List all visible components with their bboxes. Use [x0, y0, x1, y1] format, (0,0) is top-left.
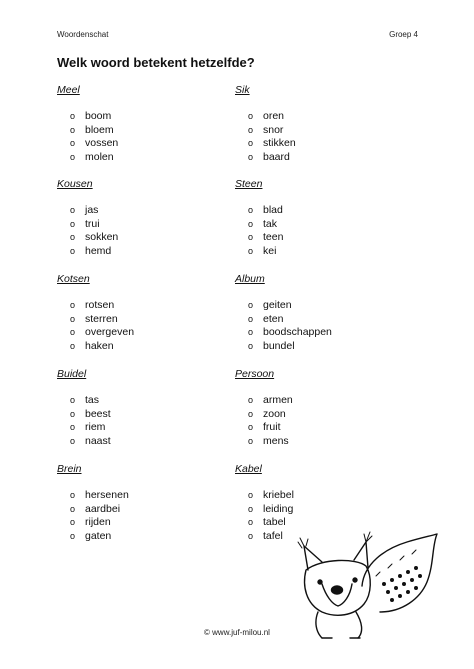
option-label: baard: [263, 151, 290, 164]
option-label: aardbei: [85, 502, 121, 515]
header-subject: Woordenschat: [57, 30, 109, 39]
circle-bullet-icon: o: [70, 436, 76, 447]
question-block-kotsen: [57, 273, 227, 354]
circle-bullet-icon: o: [248, 232, 254, 243]
answer-option[interactable]: [57, 137, 227, 151]
circle-bullet-icon: o: [70, 408, 76, 419]
circle-bullet-icon: o: [70, 313, 76, 324]
option-label: boodschappen: [263, 326, 332, 339]
option-label: tas: [85, 394, 100, 406]
answer-option[interactable]: [235, 394, 405, 408]
option-label: geiten: [263, 299, 292, 311]
circle-bullet-icon: o: [248, 490, 254, 500]
answer-option[interactable]: [235, 151, 405, 165]
answer-option[interactable]: [57, 408, 227, 422]
question-block-brein: [57, 463, 227, 544]
question-word: Meel: [57, 84, 80, 96]
answer-option[interactable]: [235, 421, 405, 435]
option-label: oren: [263, 110, 285, 122]
answer-option[interactable]: [235, 218, 405, 232]
option-label: riem: [85, 421, 106, 434]
answer-option[interactable]: [57, 530, 227, 544]
circle-bullet-icon: o: [70, 490, 76, 500]
footer-copyright: © www.juf-milou.nl: [204, 628, 270, 637]
option-label: rijden: [85, 516, 111, 529]
answer-option[interactable]: [235, 408, 405, 422]
question-word: Kabel: [235, 463, 262, 475]
option-label: kei: [263, 245, 277, 258]
answer-option[interactable]: [57, 124, 227, 138]
answer-option[interactable]: [57, 489, 227, 503]
option-label: tak: [263, 217, 278, 230]
circle-bullet-icon: o: [70, 517, 76, 528]
answer-option[interactable]: [57, 394, 227, 408]
option-label: trui: [85, 217, 100, 230]
answer-option[interactable]: [235, 489, 405, 503]
answer-option[interactable]: [57, 516, 227, 530]
option-label: kriebel: [263, 489, 294, 501]
answer-option[interactable]: [235, 110, 405, 124]
circle-bullet-icon: o: [248, 395, 254, 405]
circle-bullet-icon: o: [70, 395, 76, 405]
answer-option[interactable]: [235, 204, 405, 218]
option-label: hersenen: [85, 489, 129, 501]
answer-option[interactable]: [235, 299, 405, 313]
option-label: vossen: [85, 137, 119, 150]
option-label: eten: [263, 312, 284, 325]
circle-bullet-icon: o: [248, 327, 254, 338]
answer-option[interactable]: [235, 245, 405, 259]
option-label: bloem: [85, 123, 114, 136]
circle-bullet-icon: o: [70, 124, 76, 135]
circle-bullet-icon: o: [248, 205, 254, 215]
circle-bullet-icon: o: [248, 218, 254, 229]
page-title: Welk woord betekent hetzelfde?: [57, 55, 255, 70]
option-label: sterren: [85, 312, 118, 325]
option-label: leiding: [263, 502, 294, 515]
circle-bullet-icon: o: [248, 246, 254, 257]
circle-bullet-icon: o: [70, 503, 76, 514]
answer-option[interactable]: [57, 231, 227, 245]
option-label: hemd: [85, 245, 112, 258]
option-label: bundel: [263, 340, 295, 353]
circle-bullet-icon: o: [248, 408, 254, 419]
fox-icon: [292, 524, 442, 644]
option-label: sokken: [85, 231, 119, 244]
option-label: rotsen: [85, 299, 115, 311]
question-word: Buidel: [57, 368, 87, 380]
question-block-kousen: [57, 178, 227, 259]
option-label: fruit: [263, 421, 281, 434]
question-word: Persoon: [235, 368, 275, 380]
option-label: boom: [85, 110, 112, 122]
answer-option[interactable]: [57, 245, 227, 259]
answer-option[interactable]: [57, 503, 227, 517]
circle-bullet-icon: o: [70, 246, 76, 257]
circle-bullet-icon: o: [248, 138, 254, 149]
question-word: Album: [235, 273, 265, 285]
answer-option[interactable]: [235, 340, 405, 354]
question-block-meel: [57, 84, 227, 165]
answer-option[interactable]: [235, 124, 405, 138]
question-word: Steen: [235, 178, 263, 190]
circle-bullet-icon: o: [70, 111, 76, 121]
circle-bullet-icon: o: [248, 517, 254, 528]
circle-bullet-icon: o: [70, 327, 76, 338]
answer-option[interactable]: [57, 151, 227, 165]
option-label: overgeven: [85, 326, 135, 339]
answer-option[interactable]: [57, 218, 227, 232]
circle-bullet-icon: o: [70, 531, 76, 542]
option-label: tabel: [263, 516, 286, 529]
answer-option[interactable]: [235, 435, 405, 449]
option-label: zoon: [263, 407, 286, 420]
question-word: Brein: [57, 463, 82, 475]
circle-bullet-icon: o: [70, 218, 76, 229]
circle-bullet-icon: o: [70, 341, 76, 352]
circle-bullet-icon: o: [248, 300, 254, 310]
header-group: Groep 4: [389, 30, 418, 39]
circle-bullet-icon: o: [70, 422, 76, 433]
option-label: jas: [85, 204, 99, 216]
circle-bullet-icon: o: [248, 124, 254, 135]
answer-option[interactable]: [235, 137, 405, 151]
circle-bullet-icon: o: [70, 152, 76, 163]
answer-option[interactable]: [57, 299, 227, 313]
answer-option[interactable]: [57, 421, 227, 435]
option-label: snor: [263, 123, 284, 136]
answer-option[interactable]: [57, 326, 227, 340]
circle-bullet-icon: o: [248, 436, 254, 447]
question-word: Kousen: [57, 178, 93, 190]
circle-bullet-icon: o: [248, 152, 254, 163]
circle-bullet-icon: o: [248, 531, 254, 542]
option-label: haken: [85, 340, 114, 353]
question-word: Sik: [235, 84, 250, 96]
option-label: molen: [85, 151, 114, 164]
answer-option[interactable]: [57, 110, 227, 124]
option-label: blad: [263, 204, 283, 216]
answer-option[interactable]: [57, 340, 227, 354]
option-label: beest: [85, 407, 111, 420]
question-block-steen: [235, 178, 405, 259]
circle-bullet-icon: o: [248, 313, 254, 324]
option-label: armen: [263, 394, 293, 406]
option-label: teen: [263, 231, 284, 244]
question-word: Kotsen: [57, 273, 90, 285]
circle-bullet-icon: o: [70, 138, 76, 149]
option-label: stikken: [263, 137, 296, 150]
circle-bullet-icon: o: [248, 341, 254, 352]
answer-option[interactable]: [235, 326, 405, 340]
question-block-buidel: [57, 368, 227, 449]
circle-bullet-icon: o: [70, 300, 76, 310]
answer-option[interactable]: [235, 313, 405, 327]
answer-option[interactable]: [57, 435, 227, 449]
answer-option[interactable]: [235, 503, 405, 517]
answer-option[interactable]: [235, 231, 405, 245]
option-label: naast: [85, 435, 111, 448]
circle-bullet-icon: o: [248, 422, 254, 433]
answer-option[interactable]: [57, 313, 227, 327]
question-block-sik: [235, 84, 405, 165]
option-label: gaten: [85, 530, 112, 543]
question-block-persoon: [235, 368, 405, 449]
answer-option[interactable]: [57, 204, 227, 218]
circle-bullet-icon: o: [70, 205, 76, 215]
option-label: mens: [263, 435, 289, 448]
question-block-album: [235, 273, 405, 354]
circle-bullet-icon: o: [248, 111, 254, 121]
option-label: tafel: [263, 530, 283, 543]
circle-bullet-icon: o: [248, 503, 254, 514]
circle-bullet-icon: o: [70, 232, 76, 243]
